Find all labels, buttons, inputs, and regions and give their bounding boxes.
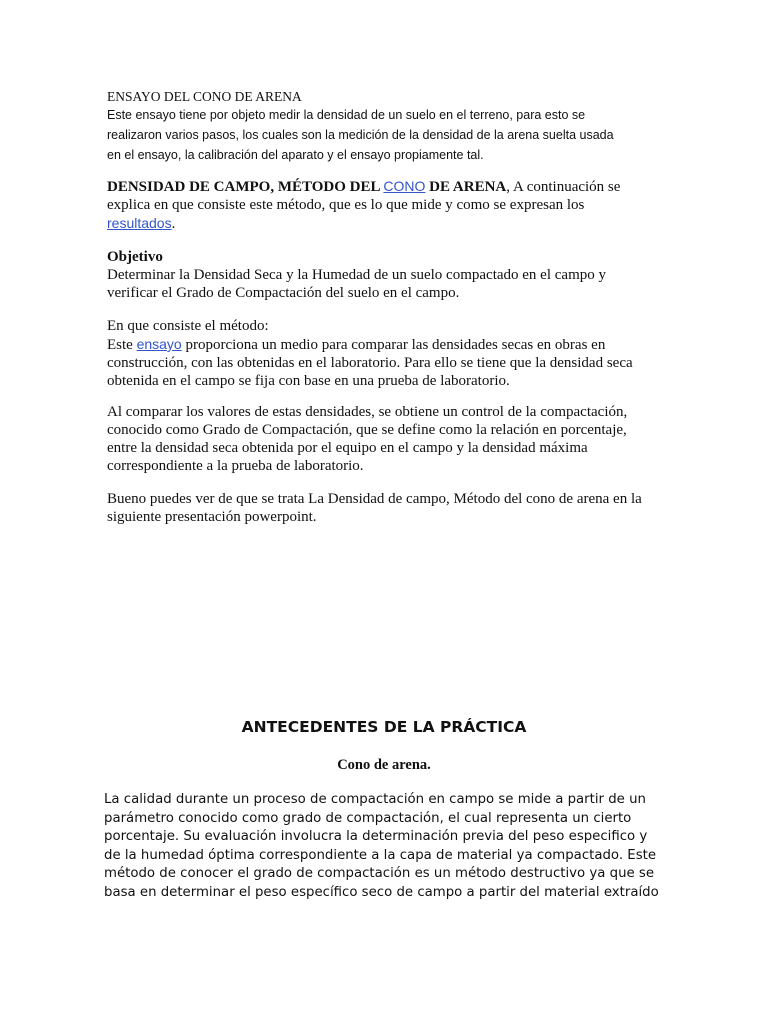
objetivo-heading: Objetivo [107, 249, 163, 265]
bueno-line: Bueno puedes ver de que se trata La Densidad de campo, Método del cono de arena en la [107, 491, 642, 507]
intro-line: Este ensayo tiene por objeto medir la densidad de un suelo en el terreno, para esto se [107, 108, 586, 122]
densidad-period: . [171, 216, 176, 232]
antecedentes-line: de la humedad óptima correspondiente a la capa de material ya compactado. Este [104, 847, 657, 863]
densidad-heading-end: DE ARENA [425, 179, 507, 195]
antecedentes-line: método de conocer el grado de compactación es un método destructivo ya que se [104, 866, 655, 881]
bueno-line: siguiente presentación powerpoint. [107, 509, 317, 525]
intro-heading: ENSAYO DEL CONO DE ARENA [107, 89, 302, 104]
intro-line: en el ensayo, la calibración del aparato y el ensayo propiamente tal. [107, 148, 484, 162]
link-ensayo[interactable]: ensayo [136, 336, 182, 352]
antecedentes-line: parámetro conocido como grado de compactación, el cual representa un cierto [104, 810, 632, 826]
intro-line: realizaron varios pasos, los cuales son la medición de la densidad de la arena suelta usada [107, 128, 614, 142]
antecedentes-line: basa en determinar el peso específico seco de campo a partir del material extraído [104, 884, 659, 900]
comparar-line: correspondiente a la prueba de laboratorio. [107, 458, 364, 474]
metodo-section [107, 317, 667, 390]
intro-section [107, 88, 667, 165]
metodo-text: Este [107, 337, 137, 353]
metodo-line: construcción, con las obtenidas en el laboratorio. Para ello se tiene que la densidad seca [107, 355, 633, 371]
metodo-text: proporciona un medio para comparar las densidades secas en obras en [181, 337, 606, 353]
comparar-section [107, 403, 667, 475]
metodo-line: obtenida en el campo se fija con base en una prueba de laboratorio. [107, 373, 510, 389]
antecedentes-line: La calidad durante un proceso de compactación en campo se mide a partir de un [104, 792, 646, 807]
antecedentes-line: porcentaje. Su evaluación involucra la determinación previa del peso especifico y [104, 829, 648, 844]
link-resultados[interactable]: resultados [107, 215, 172, 231]
metodo-heading: En que consiste el método: [107, 318, 269, 334]
comparar-line: entre la densidad seca obtenida por el equipo en el campo y la densidad máxima [107, 440, 588, 456]
densidad-paragraph [107, 177, 667, 233]
objetivo-line: verificar el Grado de Compactación del suelo en el campo. [107, 285, 460, 301]
densidad-heading-start: DENSIDAD DE CAMPO, MÉTODO DEL [107, 179, 384, 195]
densidad-text: , A continuación se [506, 179, 621, 195]
objetivo-line: Determinar la Densidad Seca y la Humedad de un suelo compactado en el campo y [107, 267, 606, 283]
comparar-line: conocido como Grado de Compactación, que se define como la relación en porcentaje, [107, 422, 627, 438]
bueno-section [107, 490, 667, 526]
objetivo-section [107, 248, 667, 302]
antecedentes-body [104, 791, 674, 902]
densidad-text: explica en que consiste este método, que es lo que mide y como se expresan los [107, 197, 585, 213]
antecedentes-subtitle: Cono de arena. [337, 757, 431, 773]
link-cono[interactable]: CONO [383, 178, 426, 194]
antecedentes-title: ANTECEDENTES DE LA PRÁCTICA [241, 718, 527, 736]
comparar-line: Al comparar los valores de estas densidades, se obtiene un control de la compactación, [107, 404, 628, 420]
